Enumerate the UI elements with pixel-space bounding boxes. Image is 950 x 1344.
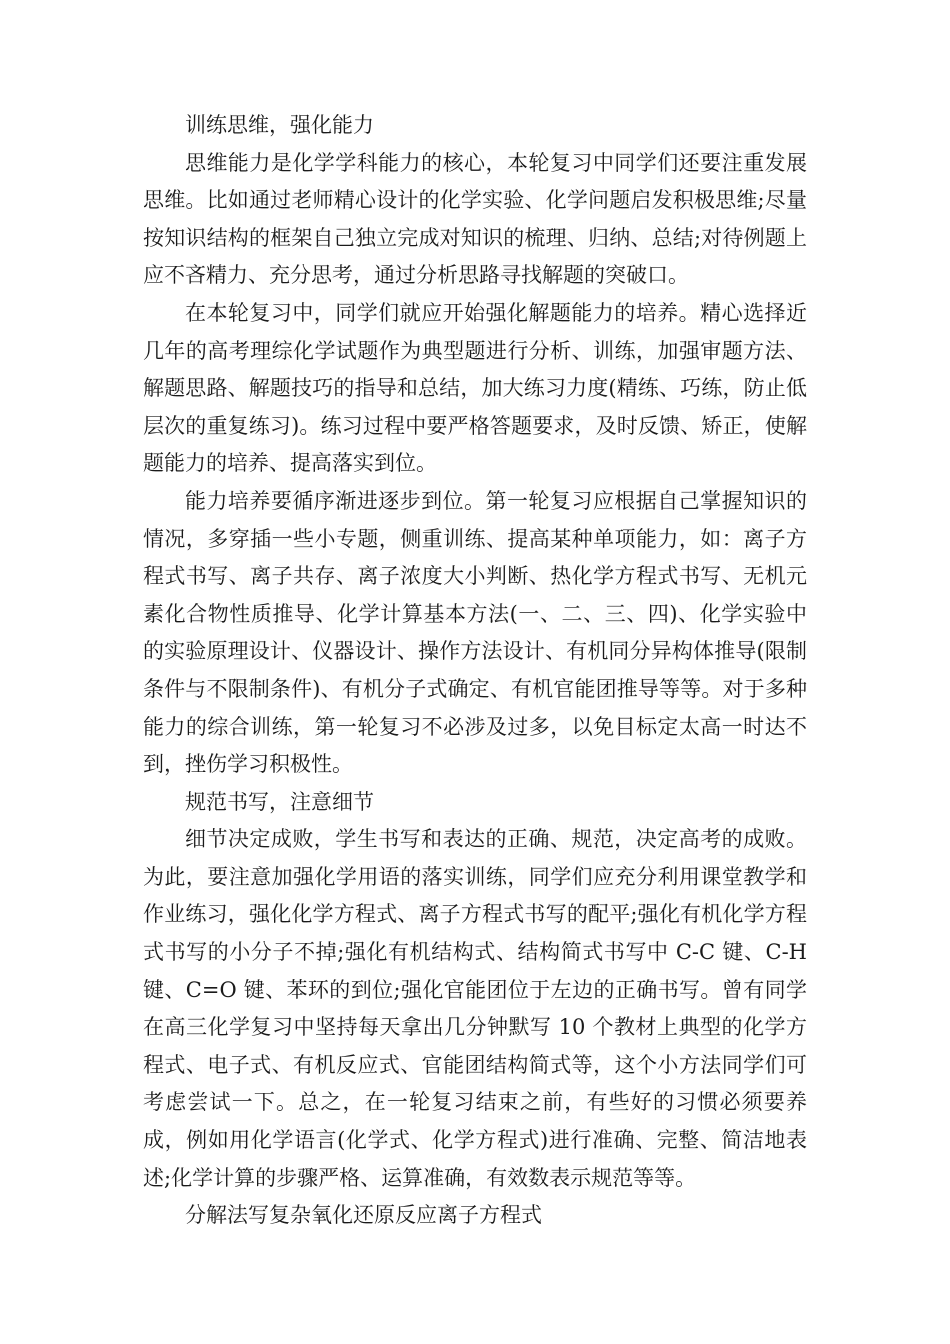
paragraph-ability-training: 能力培养要循序渐进逐步到位。第一轮复习应根据自己掌握知识的情况，多穿插一些小专题，侧重训练、提高某种单项能力，如：离子方程式书写、离子共存、离子浓度大小判断、热化学方程式书写、无机元素化合物性质推导、化学计算基本方法(一、二、三、四)、化学实验中的实验原理设计、仪器设计、操作方法设计、有机同分异构体推导(限制条件与不限制条件)、有机分子式确定、有机官能团推导等等。对于多种能力的综合训练，第一轮复习不必涉及过多，以免目标定太高一时达不到，挫伤学习积极性。 <box>143 488 807 777</box>
paragraph-problem-solving: 在本轮复习中，同学们就应开始强化解题能力的培养。精心选择近几年的高考理综化学试题作为典型题进行分析、训练，加强审题方法、解题思路、解题技巧的指导和总结，加大练习力度(精练、巧练，防止低层次的重复练习)。练习过程中要严格答题要求，及时反馈、矫正，使解题能力的培养、提高落实到位。 <box>143 300 807 476</box>
document-body <box>143 107 807 1235</box>
section-heading-redox: 分解法写复杂氧化还原反应离子方程式 <box>185 1203 542 1228</box>
paragraph-details: 细节决定成败，学生书写和表达的正确、规范，决定高考的成败。为此，要注意加强化学用语的落实训练，同学们应充分利用课堂教学和作业练习，强化化学方程式、离子方程式书写的配平;强化有机化学方程式书写的小分子不掉;强化有机结构式、结构简式书写中 C-C 键、C-H 键、C=O 键、苯环的到位;强化官能团位于左边的正确书写。曾有同学在高三化学复习中坚持每天拿出几分钟默写 10 个教材上典型的化学方程式、电子式、有机反应式、官能团结构简式等，这个小方法同学们可考虑尝试一下。总之，在一轮复习结束之前，有些好的习惯必须要养成，例如用化学语言(化学式、化学方程式)进行准确、完整、简洁地表述;化学计算的步骤严格、运算准确，有效数表示规范等等。 <box>143 827 807 1190</box>
section-heading-thinking: 训练思维，强化能力 <box>185 113 374 137</box>
paragraph-thinking-core: 思维能力是化学学科能力的核心，本轮复习中同学们还要注重发展思维。比如通过老师精心设计的化学实验、化学问题启发积极思维;尽量按知识结构的框架自己独立完成对知识的梳理、归纳、总结;对待例题上应不吝精力、充分思考，通过分析思路寻找解题的突破口。 <box>143 150 807 288</box>
section-heading-writing: 规范书写，注意细节 <box>185 789 374 814</box>
